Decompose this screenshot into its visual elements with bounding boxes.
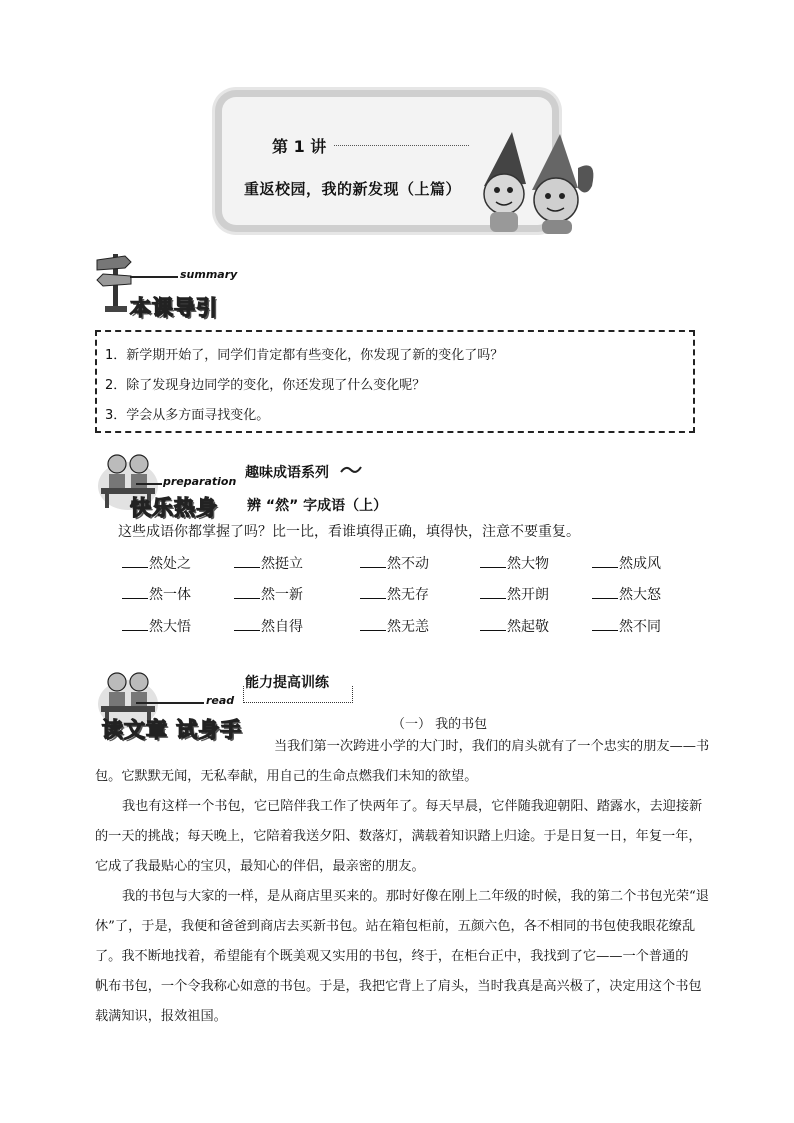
cartoon-characters-illustration bbox=[474, 128, 604, 240]
answer-blank[interactable] bbox=[234, 618, 260, 631]
answer-blank[interactable] bbox=[592, 618, 618, 631]
article-line: 我也有这样一个书包，它已陪伴我工作了快两年了。每天早晨，它伴随我迎朝阳、踏露水，去迎接新 bbox=[122, 799, 703, 814]
article-line: 它成了我最贴心的宝贝，最知心的伴侣，最亲密的朋友。 bbox=[95, 859, 425, 874]
tilde-decoration-icon bbox=[340, 462, 362, 481]
answer-blank[interactable] bbox=[122, 555, 148, 568]
idiom-blank[interactable]: 然开朗 bbox=[480, 584, 549, 604]
idiom-blank[interactable]: 然处之 bbox=[122, 553, 191, 573]
answer-blank[interactable] bbox=[480, 618, 506, 631]
answer-blank[interactable] bbox=[360, 555, 386, 568]
summary-cn-label: 本课导引 bbox=[130, 296, 218, 320]
article-line: 帆布书包，一个令我称心如意的书包。于是，我把它背上了肩头，当时我真是高兴极了，决定用这个书包 bbox=[95, 979, 702, 994]
preparation-en-label: preparation bbox=[163, 475, 237, 488]
idiom-blank[interactable]: 然一新 bbox=[234, 584, 303, 604]
summary-item: 2．除了发现身边同学的变化，你还发现了什么变化呢？ bbox=[105, 378, 426, 393]
idiom-blank[interactable]: 然挺立 bbox=[234, 553, 303, 573]
summary-item: 1．新学期开始了，同学们肯定都有些变化，你发现了新的变化了吗？ bbox=[105, 348, 504, 363]
answer-blank[interactable] bbox=[360, 618, 386, 631]
idiom-blank[interactable]: 然起敬 bbox=[480, 616, 549, 636]
idiom-blank[interactable]: 然一体 bbox=[122, 584, 191, 604]
read-en-label: read bbox=[206, 694, 235, 707]
answer-blank[interactable] bbox=[234, 586, 260, 599]
answer-blank[interactable] bbox=[592, 586, 618, 599]
summary-en-label: summary bbox=[180, 268, 238, 281]
article-line: 当我们第一次跨进小学的大门时，我们的肩头就有了一个忠实的朋友——书 bbox=[274, 739, 710, 754]
series-title-frame bbox=[243, 686, 353, 703]
lesson-rule bbox=[334, 145, 469, 146]
answer-blank[interactable] bbox=[480, 586, 506, 599]
idiom-blank[interactable]: 然无恙 bbox=[360, 616, 429, 636]
signpost-icon bbox=[95, 250, 135, 312]
idiom-blank[interactable]: 然大怒 bbox=[592, 584, 661, 604]
idiom-subtitle: 辨 “然” 字成语（上） bbox=[247, 498, 388, 514]
article-line: 我的书包与大家的一样，是从商店里买来的。那时好像在刚上二年级的时候，我的第二个书包光荣“退 bbox=[122, 889, 709, 904]
idiom-blank[interactable]: 然无存 bbox=[360, 584, 429, 604]
summary-label-rule bbox=[130, 276, 178, 278]
article-title: （一） 我的书包 bbox=[392, 717, 488, 732]
preparation-label-rule bbox=[136, 483, 162, 485]
lesson-title: 重返校园，我的新发现（上篇） bbox=[244, 180, 462, 198]
read-cn-label: 读文章 试身手 bbox=[102, 718, 243, 742]
summary-item: 3．学会从多方面寻找变化。 bbox=[105, 408, 270, 423]
article-line: 的一天的挑战；每天晚上，它陪着我送夕阳、数落灯，满载着知识踏上归途。于是日复一日，年复一年， bbox=[95, 829, 702, 844]
lesson-number: 第 1 讲 bbox=[272, 137, 327, 156]
training-series-title: 能力提高训练 bbox=[245, 675, 329, 691]
article-line: 了。我不断地找着，希望能有个既美观又实用的书包，终于，在柜台正中，我找到了它——一个普通的 bbox=[95, 949, 689, 964]
idiom-blank[interactable]: 然自得 bbox=[234, 616, 303, 636]
article-line: 休”了，于是，我便和爸爸到商店去买新书包。站在箱包柜前，五颜六色，各不相同的书包使我眼花缭乱 bbox=[95, 919, 696, 934]
article-line: 包。它默默无闻，无私奉献，用自己的生命点燃我们未知的欲望。 bbox=[95, 769, 478, 784]
idiom-blank[interactable]: 然大悟 bbox=[122, 616, 191, 636]
read-label-rule bbox=[136, 702, 204, 704]
idiom-series-title: 趣味成语系列 bbox=[245, 465, 329, 481]
answer-blank[interactable] bbox=[122, 618, 148, 631]
answer-blank[interactable] bbox=[234, 555, 260, 568]
answer-blank[interactable] bbox=[480, 555, 506, 568]
idiom-blank[interactable]: 然大物 bbox=[480, 553, 549, 573]
answer-blank[interactable] bbox=[122, 586, 148, 599]
idiom-blank[interactable]: 然成风 bbox=[592, 553, 661, 573]
idiom-instructions: 这些成语你都掌握了吗？比一比，看谁填得正确，填得快，注意不要重复。 bbox=[118, 524, 580, 540]
idiom-blank[interactable]: 然不同 bbox=[592, 616, 661, 636]
article-line: 载满知识，报效祖国。 bbox=[95, 1009, 227, 1024]
preparation-cn-label: 快乐热身 bbox=[130, 496, 218, 520]
idiom-blank[interactable]: 然不动 bbox=[360, 553, 429, 573]
answer-blank[interactable] bbox=[360, 586, 386, 599]
answer-blank[interactable] bbox=[592, 555, 618, 568]
